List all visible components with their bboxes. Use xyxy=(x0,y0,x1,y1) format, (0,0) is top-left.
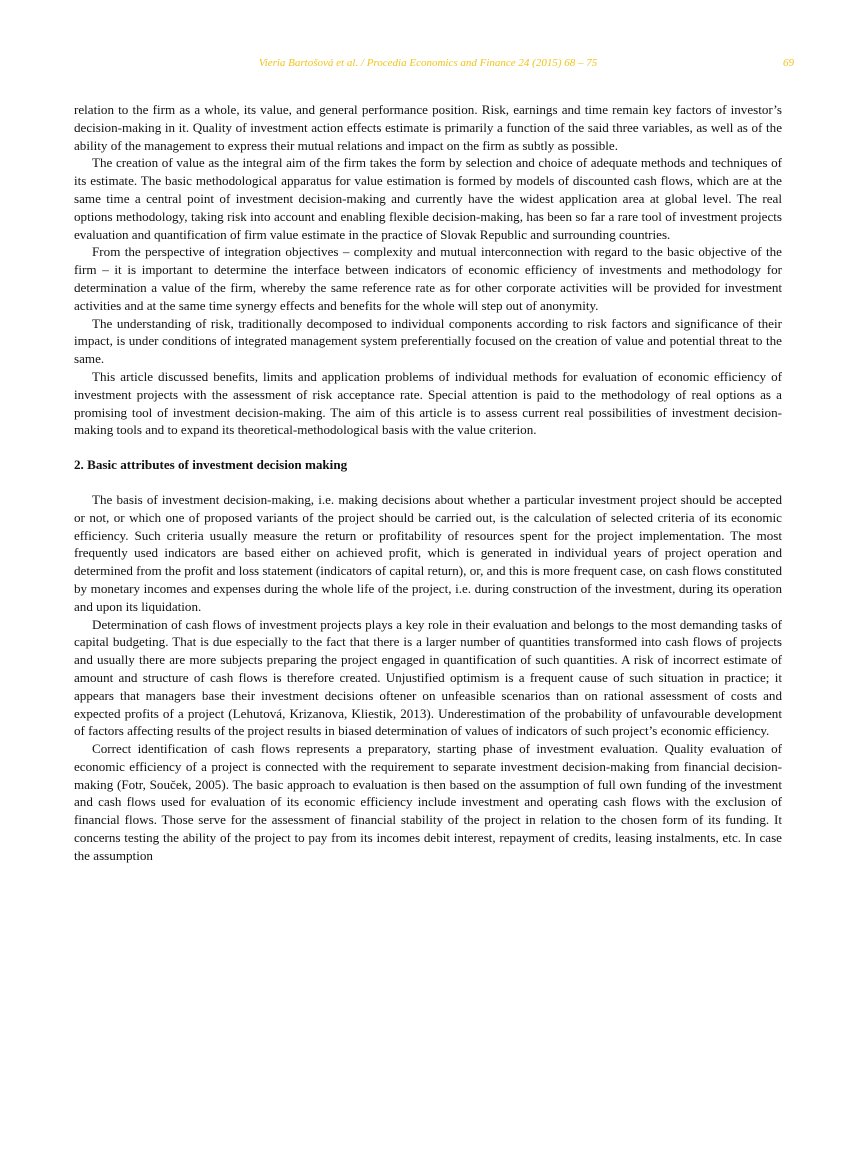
paragraph-continued: relation to the firm as a whole, its value, and general performance position. Risk, earnings and time remain key factors of investor’s decision-making in it. Quality of investment action effects estimate is primarily a function of the said three variables, as well as of the ability of the management to express their mutual relations and impact on the firm as subtly as possible. xyxy=(74,102,782,153)
paragraph: From the perspective of integration objectives – complexity and mutual interconnection with regard to the basic objective of the firm – it is important to determine the interface between indicators of economic efficiency of investments and methodology for determination a value of the firm, whereby the same reference rate as for other corporate activities will be provided for investment activities and at the same time synergy effects and benefits for the whole will step out of anonymity. xyxy=(74,244,782,313)
page-number: 69 xyxy=(783,57,794,69)
running-title: Vieria Bartošová et al. / Procedia Economics and Finance 24 (2015) 68 – 75 xyxy=(258,57,598,69)
running-header xyxy=(74,57,794,73)
paragraph: The basis of investment decision-making, i.e. making decisions about whether a particular investment project should be accepted or not, or which one of proposed variants of the project should be carried out, is the calculation of selected criteria of its economic efficiency. Such criteria usually measure the return or profitability of resources spent for the project implementation. The most frequently used indicators are based either on achieved profit, which is generated in individual years of project operation and determined from the profit and loss statement (indicators of capital return), or, and this is more frequent case, on cash flows constituted by monetary incomes and expenses during the whole life of the project, i.e. during construction of the investment, during its operation and upon its liquidation. xyxy=(74,491,782,614)
paragraph: The understanding of risk, traditionally decomposed to individual components according to risk factors and significance of their impact, is under conditions of integrated management system preferentially focused on the creation of value and potential threat to the same. xyxy=(74,315,782,367)
paragraph: This article discussed benefits, limits and application problems of individual methods for evaluation of economic efficiency of investment projects with the assessment of risk acceptance rate. Special attention is paid to the methodology of real options as a promising tool of investment decision-making. The aim of this article is to assess current real possibilities of investment decision-making tools and to expand its theoretical-methodological basis with the value criterion. xyxy=(74,368,782,438)
section-heading: 2. Basic attributes of investment decision making xyxy=(74,457,348,473)
paragraph: The creation of value as the integral aim of the firm takes the form by selection and choice of adequate methods and techniques of its estimate. The basic methodological apparatus for value estimation is formed by models of discounted cash flows, which are at the same time a central point of investment decision-making and currently have the widest application area at global level. The real options methodology, taking risk into account and enabling flexible decision-making, has been so far a rare tool of investment projects evaluation and quantification of firm value estimate in the practice of Slovak Republic and surrounding countries. xyxy=(74,155,782,242)
paragraph: Determination of cash flows of investment projects plays a key role in their evaluation and belongs to the most demanding tasks of capital budgeting. That is due especially to the fact that there is a larger number of quantities transformed into cash flows of projects and usually there are more subjects preparing the project engaged in quantification of such quantities. A risk of incorrect estimate of amount and structure of cash flows is therefore created. Unjustified optimism is a frequent cause of such situation in practice; it appears that managers base their investment decisions oftener on unfeasible scenarios than on rational assessment of costs and expected profits of a project (Lehutová, Krizanova, Kliestik, 2013). Underestimation of the probability of unfavourable development of factors affecting results of the project results in biased determination of values of indicators of such project’s economic efficiency. xyxy=(74,616,782,739)
paragraph: Correct identification of cash flows represents a preparatory, starting phase of investment evaluation. Quality evaluation of economic efficiency of a project is connected with the requirement to separate investment decision-making from financial decision-making (Fotr, Souček, 2005). The basic approach to evaluation is then based on the assumption of full own funding of the investment and cash flows used for evaluation of its economic efficiency include investment and operating cash flows with the exclusion of financial flows. Those serve for the assessment of financial stability of the project in relation to the chosen form of its funding. It concerns testing the ability of the project to pay from its incomes debit interest, repayment of credits, leasing instalments, etc. In case the assumption xyxy=(74,741,782,863)
article-body xyxy=(74,101,782,865)
